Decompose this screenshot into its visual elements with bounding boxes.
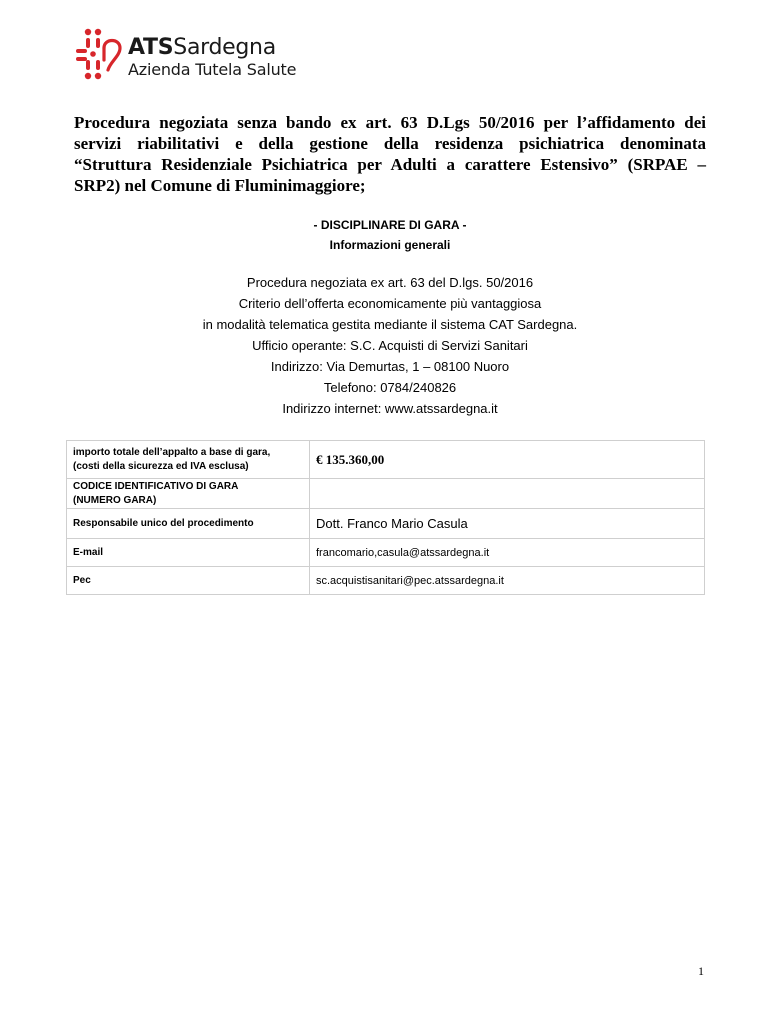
tender-info-table bbox=[66, 440, 705, 595]
table-row bbox=[67, 441, 705, 479]
info-line: Criterio dell’offerta economicamente più vantaggiosa bbox=[238, 296, 542, 311]
row-label bbox=[67, 441, 310, 479]
table-row bbox=[67, 567, 705, 595]
logo-text bbox=[128, 36, 296, 80]
label-line: (NUMERO GARA) bbox=[73, 494, 157, 506]
general-info bbox=[74, 272, 706, 419]
logo-brand-rest: Sardegna bbox=[173, 35, 276, 60]
row-label: Responsabile unico del procedimento bbox=[67, 509, 310, 539]
info-line: in modalità telematica gestita mediante il sistema CAT Sardegna. bbox=[202, 317, 578, 332]
document-title bbox=[74, 112, 706, 196]
info-line: Indirizzo: Via Demurtas, 1 – 08100 Nuoro bbox=[270, 359, 510, 374]
row-label: E-mail bbox=[67, 539, 310, 567]
rup-value: Dott. Franco Mario Casula bbox=[310, 509, 705, 539]
info-line: Procedura negoziata ex art. 63 del D.lgs. 50/2016 bbox=[246, 275, 534, 290]
logo-brand bbox=[128, 36, 296, 60]
amount-value: € 135.360,00 bbox=[310, 441, 705, 479]
title-line: servizi riabilitativi e della gestione della residenza psichiatrica denominata bbox=[74, 134, 706, 153]
ats-logo bbox=[74, 26, 297, 86]
ats-cross-heart-icon bbox=[74, 26, 124, 82]
section-title: - DISCIPLINARE DI GARA - bbox=[313, 218, 467, 232]
title-line: “Struttura Residenziale Psichiatrica per Adulti a carattere Estensivo” (SRPAE – bbox=[74, 155, 706, 174]
email-value: francomario,casula@atssardegna.it bbox=[310, 539, 705, 567]
table-row bbox=[67, 479, 705, 509]
info-line: Telefono: 0784/240826 bbox=[323, 380, 457, 395]
title-line: SRP2) nel Comune di Fluminimaggiore; bbox=[74, 176, 366, 195]
label-line: importo totale dell’appalto a base di gara, bbox=[73, 446, 271, 458]
section-subtitle: Informazioni generali bbox=[329, 238, 451, 252]
logo-brand-bold: ATS bbox=[128, 35, 174, 60]
tender-code-value bbox=[310, 479, 705, 509]
table-row bbox=[67, 539, 705, 567]
pec-value: sc.acquistisanitari@pec.atssardegna.it bbox=[310, 567, 705, 595]
page-number: 1 bbox=[698, 964, 704, 978]
row-label: Pec bbox=[67, 567, 310, 595]
logo-tagline: Azienda Tutela Salute bbox=[128, 60, 297, 79]
table-row bbox=[67, 509, 705, 539]
label-line: CODICE IDENTIFICATIVO DI GARA bbox=[73, 480, 239, 492]
row-label bbox=[67, 479, 310, 509]
info-line: Ufficio operante: S.C. Acquisti di Servizi Sanitari bbox=[252, 338, 528, 353]
info-line: Indirizzo internet: www.atssardegna.it bbox=[282, 401, 498, 416]
title-line: Procedura negoziata senza bando ex art. 63 D.Lgs 50/2016 per l’affidamento dei bbox=[74, 113, 706, 132]
label-line: (costi della sicurezza ed IVA esclusa) bbox=[73, 460, 249, 472]
